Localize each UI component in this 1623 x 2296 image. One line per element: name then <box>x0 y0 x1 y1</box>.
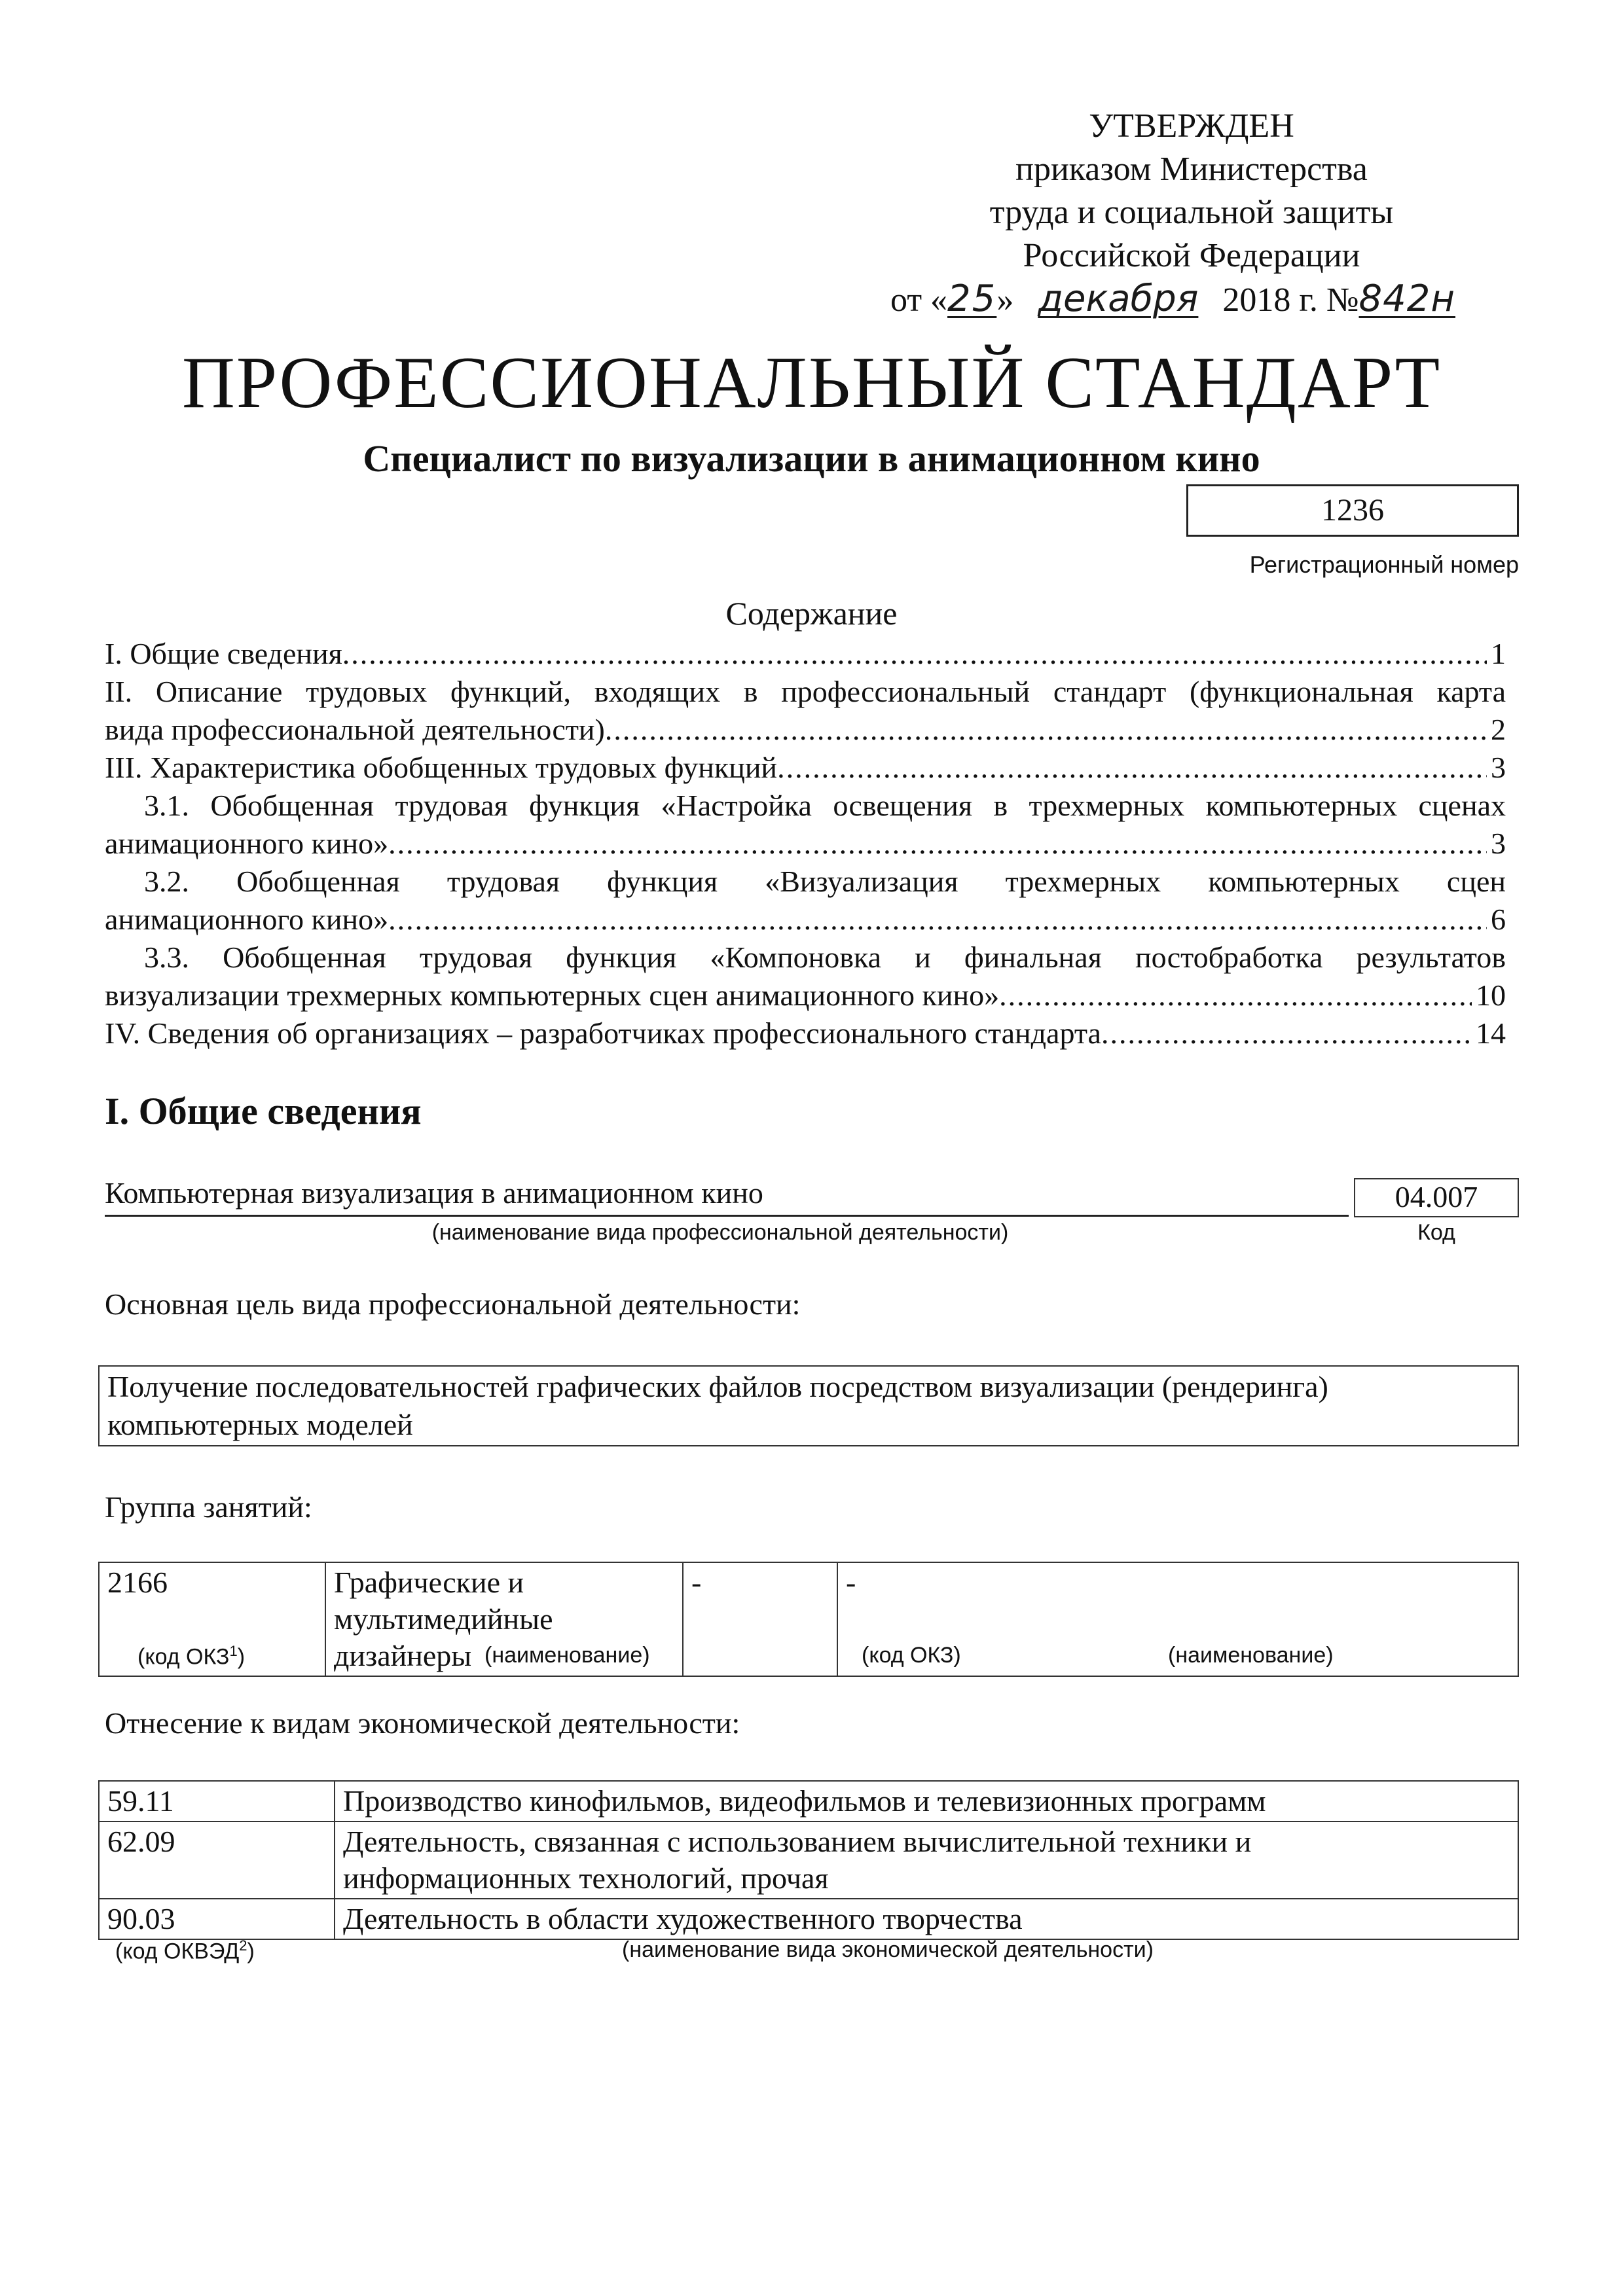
toc-item-3-3[interactable] <box>105 977 1506 1014</box>
okved-name-cell: Производство кинофильмов, видеофильмов и телевизионных программ <box>335 1781 1518 1821</box>
registration-number-label: Регистрационный номер <box>1249 551 1519 578</box>
registration-number-box: 1236 <box>1186 484 1519 537</box>
toc-page: 10 <box>1476 978 1506 1012</box>
toc-item-text: III. Характеристика обобщенных трудовых функций ..... <box>105 749 1487 787</box>
goal-line: Получение последовательностей графических файлов посредством визуализации (рендеринга) <box>107 1370 1328 1403</box>
footnote-ref: 2 <box>239 1937 247 1954</box>
okz-code-cell: 2166 <box>99 1562 325 1676</box>
date-close: » <box>996 281 1014 319</box>
goal-box <box>98 1365 1519 1446</box>
toc-item-text: анимационного кино» ..... <box>105 901 1487 939</box>
okved-name-caption: (наименование вида экономической деятельности) <box>622 1937 1154 1962</box>
toc-item-iv[interactable] <box>105 1014 1506 1052</box>
activity-code-box: 04.007 <box>1354 1178 1519 1217</box>
goal-line: компьютерных моделей <box>107 1408 413 1441</box>
caption-text: (код ОКВЭД <box>115 1939 240 1964</box>
toc-page: 3 <box>1491 751 1506 784</box>
toc-item-text: I. Общие сведения ..... <box>105 635 1487 673</box>
toc-item-text: IV. Сведения об организациях – разработчиках профессионального стандарта ..... <box>105 1014 1472 1052</box>
table-row <box>99 1821 1518 1899</box>
okved-code-cell: 90.03 <box>99 1899 335 1939</box>
table-row <box>99 1781 1518 1821</box>
okz-code2-caption: (код ОКЗ) <box>862 1643 961 1668</box>
okved-code-cell: 62.09 <box>99 1821 335 1899</box>
table-of-contents <box>105 635 1506 1052</box>
document-subtitle: Специалист по визуализации в анимационном кино <box>363 437 1260 480</box>
date-prefix: от « <box>890 281 948 319</box>
document-title: ПРОФЕССИОНАЛЬНЫЙ СТАНДАРТ <box>182 342 1441 423</box>
toc-item-text: вида профессиональной деятельности) ..... <box>105 711 1487 749</box>
okved-code-cell: 59.11 <box>99 1781 335 1821</box>
year-text: 2018 г. № <box>1222 281 1359 319</box>
activity-name: Компьютерная визуализация в анимационном кино <box>105 1176 763 1210</box>
toc-item-3-2[interactable] <box>105 901 1506 939</box>
toc-page: 14 <box>1476 1016 1506 1050</box>
toc-page: 2 <box>1491 713 1506 746</box>
approval-line: труда и социальной защиты <box>989 194 1394 231</box>
toc-item-ii-line1[interactable]: II. Описание трудовых функций, входящих в профессиональный стандарт (функциональная карта <box>105 675 1506 708</box>
handwritten-order-number: 842н <box>1359 278 1455 320</box>
okz-name-caption: (наименование) <box>484 1643 650 1668</box>
okz-code2-cell: - <box>683 1562 837 1676</box>
approval-line: приказом Министерства <box>1015 151 1368 188</box>
goal-label: Основная цель вида профессиональной деятельности: <box>105 1287 801 1321</box>
caption-text: (код ОКЗ <box>137 1644 230 1670</box>
table-row <box>99 1899 1518 1939</box>
toc-item-text: визуализации трехмерных компьютерных сцен анимационного кино» ..... <box>105 977 1472 1014</box>
toc-item-iii[interactable] <box>105 749 1506 787</box>
handwritten-month: декабря <box>1038 278 1199 320</box>
toc-page: 3 <box>1491 827 1506 860</box>
approval-line: Российской Федерации <box>1023 237 1360 274</box>
toc-item-3-2-line1[interactable]: 3.2. Обобщенная трудовая функция «Визуализация трехмерных компьютерных сцен <box>144 865 1506 898</box>
activity-underline <box>105 1215 1349 1217</box>
toc-item-i[interactable] <box>105 635 1506 673</box>
toc-page: 6 <box>1491 903 1506 936</box>
caption-text: ) <box>247 1939 255 1964</box>
order-date-line <box>890 278 1455 322</box>
approval-line: УТВЕРЖДЕН <box>1089 107 1294 145</box>
okved-label: Отнесение к видам экономической деятельности: <box>105 1706 740 1740</box>
group-label: Группа занятий: <box>105 1490 312 1524</box>
caption-text: ) <box>237 1644 246 1670</box>
toc-page: 1 <box>1491 637 1506 670</box>
footnote-ref: 1 <box>229 1643 238 1659</box>
okz-name2-cell: - <box>837 1562 1518 1676</box>
activity-caption: (наименование вида профессиональной деятельности) <box>431 1220 1009 1245</box>
okved-table <box>98 1780 1519 1940</box>
toc-item-3-3-line1[interactable]: 3.3. Обобщенная трудовая функция «Компоновка и финальная постобработка результатов <box>144 941 1506 974</box>
approval-block <box>903 105 1480 278</box>
toc-item-3-1-line1[interactable]: 3.1. Обобщенная трудовая функция «Настройка освещения в трехмерных компьютерных сценах <box>144 789 1506 822</box>
okz-code-caption <box>137 1643 245 1670</box>
handwritten-day: 25 <box>947 278 997 320</box>
toc-item-text: анимационного кино» ..... <box>105 825 1487 863</box>
code-caption: Код <box>1417 1220 1455 1245</box>
okved-name-cell: Деятельность, связанная с использованием вычислительной техники и информационных технологий, прочая <box>335 1821 1518 1899</box>
okved-name-cell: Деятельность в области художественного творчества <box>335 1899 1518 1939</box>
toc-item-ii[interactable] <box>105 711 1506 749</box>
okz-name-cell: Графические и мультимедийные дизайнеры <box>325 1562 683 1676</box>
toc-title: Содержание <box>725 595 898 632</box>
okz-name2-caption: (наименование) <box>1168 1643 1334 1668</box>
section-heading: I. Общие сведения <box>105 1090 422 1132</box>
okved-code-caption <box>115 1937 255 1964</box>
toc-item-3-1[interactable] <box>105 825 1506 863</box>
